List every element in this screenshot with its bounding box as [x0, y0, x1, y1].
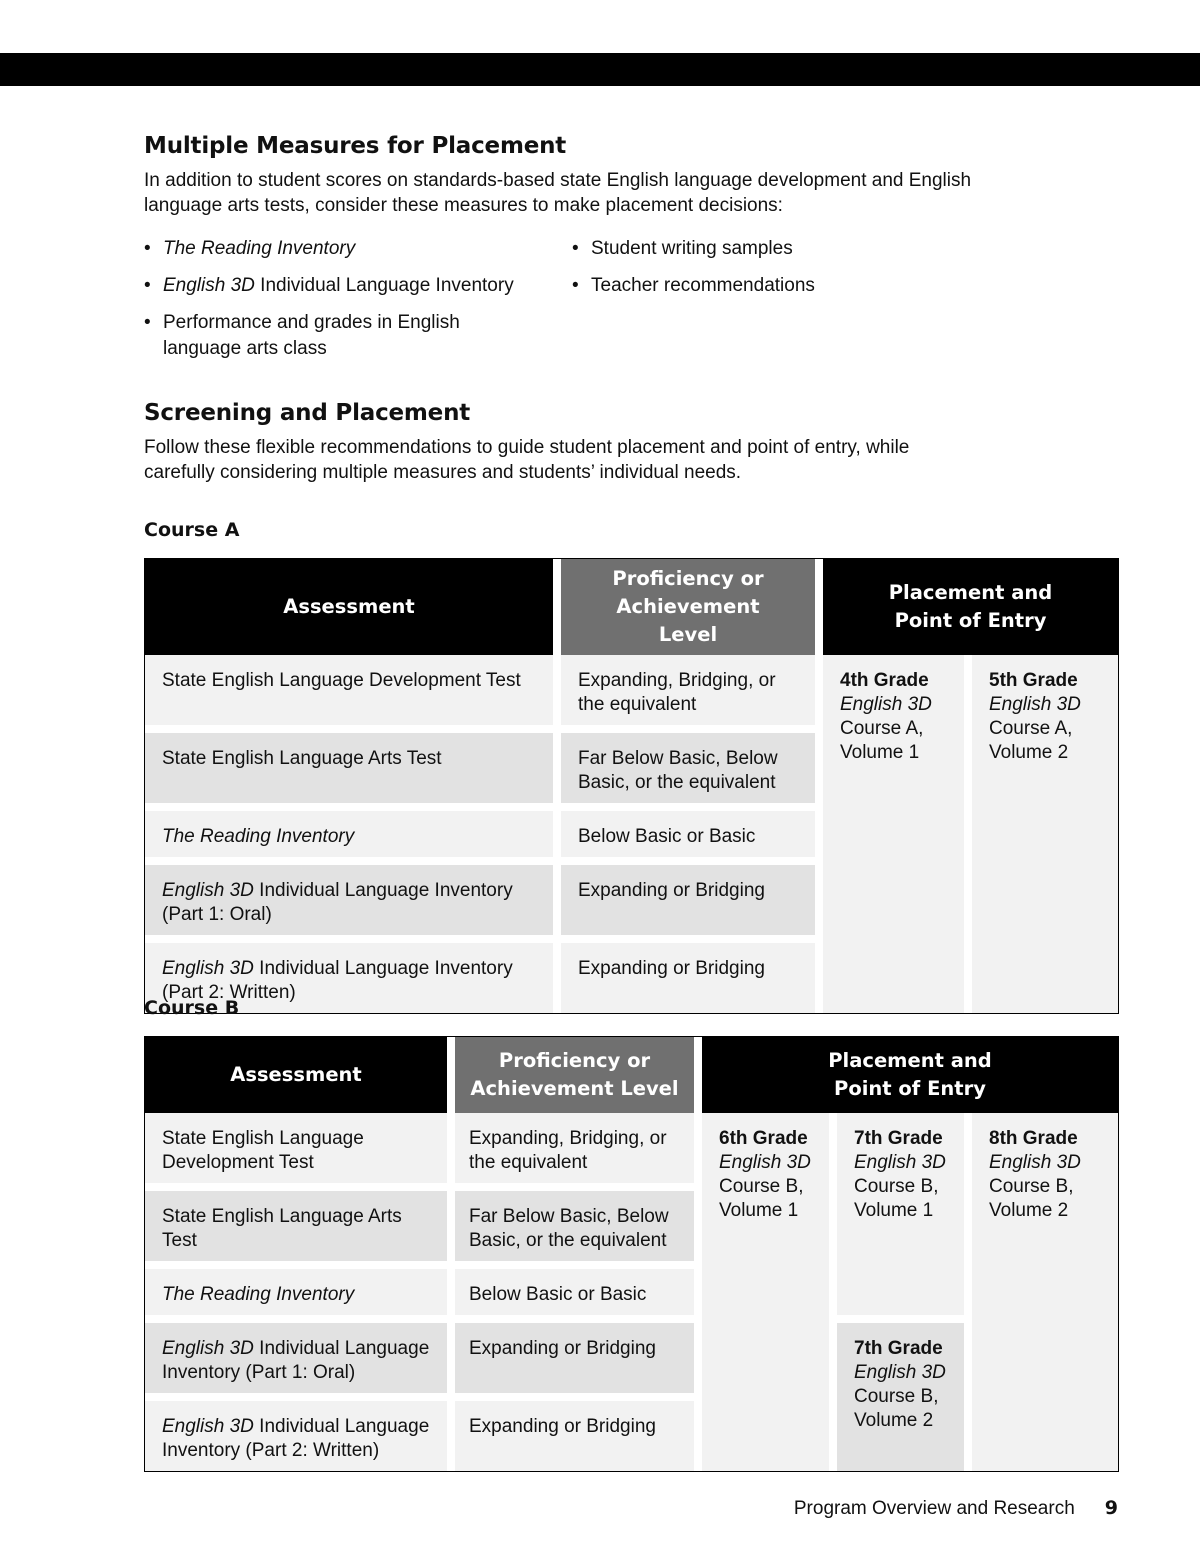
level-cell: Expanding or Bridging — [553, 935, 815, 1013]
table-row — [145, 655, 1118, 725]
course-a-title: Course A — [144, 519, 240, 541]
section-intro-screening: Follow these flexible recommendations to guide student placement and point of entry, while carefully considering multiple measures and students’ individual needs. — [144, 437, 910, 483]
footer-section-title: Program Overview and Research — [793, 1498, 1075, 1519]
placement-cell-6th-grade: 6th Grade English 3D Course B, Volume 1 — [694, 1113, 829, 1471]
level-cell: Below Basic or Basic — [447, 1261, 694, 1315]
bullet-column-right — [572, 236, 972, 310]
level-cell: Expanding or Bridging — [553, 857, 815, 935]
page-footer — [794, 1495, 1118, 1522]
table-header-row — [145, 559, 1118, 655]
assessment-cell: The Reading Inventory — [145, 803, 553, 857]
list-item: • English 3D Individual Language Inventory — [144, 273, 544, 299]
course-a-table — [144, 558, 1119, 1014]
assessment-cell: English 3D Individual Language Inventory (Part 1: Oral) — [145, 857, 553, 935]
assessment-cell: State English Language Development Test — [145, 1113, 447, 1183]
level-cell: Far Below Basic, Below Basic, or the equivalent — [447, 1183, 694, 1261]
section-intro-multiple-measures: In addition to student scores on standards-based state English language development and English language arts tests, consider these measures to make placement decisions: — [144, 170, 972, 216]
bullet-column-left — [144, 236, 544, 373]
course-b-title: Course B — [144, 997, 240, 1019]
list-item: • Performance and grades in English language arts class — [144, 310, 483, 362]
table-header-row — [145, 1037, 1118, 1113]
list-item: • Teacher recommendations — [572, 273, 972, 299]
assessment-cell: English 3D Individual Language Inventory (Part 2: Written) — [145, 1393, 447, 1471]
header-placement: Placement and Point of Entry — [815, 559, 1118, 655]
table-row — [145, 1113, 1118, 1183]
section-title-multiple-measures: Multiple Measures for Placement — [144, 133, 567, 159]
header-placement: Placement and Point of Entry — [694, 1037, 1118, 1113]
placement-cell-7th-grade-vol2: 7th Grade English 3D Course B, Volume 2 — [829, 1315, 964, 1471]
assessment-cell: State English Language Development Test — [145, 655, 553, 725]
level-cell: Far Below Basic, Below Basic, or the equivalent — [553, 725, 815, 803]
header-assessment: Assessment — [145, 559, 553, 655]
header-proficiency: Proficiency or Achievement Level — [447, 1037, 694, 1113]
page-number: 9 — [1104, 1497, 1118, 1519]
list-item: • Student writing samples — [572, 236, 972, 262]
placement-cell-8th-grade: 8th Grade English 3D Course B, Volume 2 — [964, 1113, 1118, 1471]
assessment-cell: The Reading Inventory — [145, 1261, 447, 1315]
list-item: • The Reading Inventory — [144, 236, 544, 262]
level-cell: Expanding or Bridging — [447, 1393, 694, 1471]
assessment-cell: English 3D Individual Language Inventory (Part 1: Oral) — [145, 1315, 447, 1393]
assessment-cell: State English Language Arts Test — [145, 725, 553, 803]
course-b-table — [144, 1036, 1119, 1472]
placement-cell-4th-grade: 4th Grade English 3D Course A, Volume 1 — [815, 655, 964, 1013]
section-title-screening: Screening and Placement — [144, 400, 471, 426]
top-black-bar — [0, 53, 1200, 86]
level-cell: Expanding, Bridging, or the equivalent — [553, 655, 815, 725]
placement-cell-7th-grade-vol1: 7th Grade English 3D Course B, Volume 1 — [829, 1113, 964, 1315]
level-cell: Expanding, Bridging, or the equivalent — [447, 1113, 694, 1183]
placement-cell-5th-grade: 5th Grade English 3D Course A, Volume 2 — [964, 655, 1118, 1013]
assessment-cell: English 3D Individual Language Inventory (Part 2: Written) — [145, 935, 553, 1013]
header-proficiency: Proficiency or Achievement Level — [553, 559, 815, 655]
assessment-cell: State English Language Arts Test — [145, 1183, 447, 1261]
level-cell: Expanding or Bridging — [447, 1315, 694, 1393]
level-cell: Below Basic or Basic — [553, 803, 815, 857]
header-assessment: Assessment — [145, 1037, 447, 1113]
